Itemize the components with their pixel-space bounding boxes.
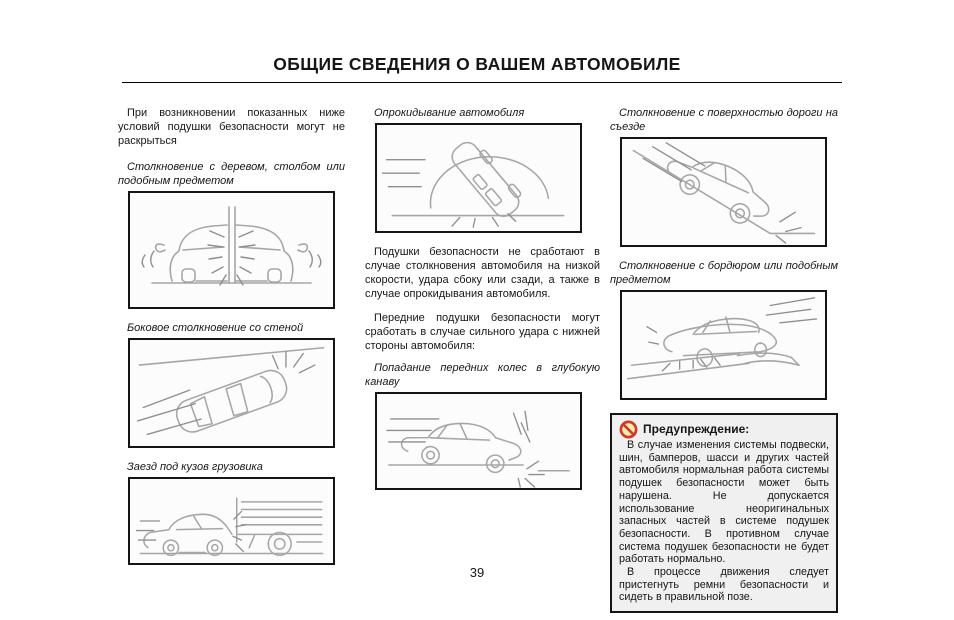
figure-ditch (375, 392, 582, 490)
car-hitting-curb-illustration (622, 292, 825, 398)
car-on-slope-illustration (622, 139, 825, 245)
warning-header (619, 420, 829, 439)
figure-side-wall-collision (128, 338, 335, 448)
figure-curb-collision (620, 290, 827, 400)
car-rollover-illustration (377, 125, 580, 231)
body-paragraph: Передние подушки безопасности могут сработать в случае сильного удара с нижней стороны автомобиля: (365, 312, 600, 352)
figure-caption: Боковое столкновение со стеной (127, 322, 304, 334)
warning-box (610, 413, 838, 613)
figure-truck-underride (128, 477, 335, 565)
figure-descent-collision (620, 137, 827, 247)
right-column (610, 106, 838, 613)
warning-heading: Предупреждение: (643, 422, 750, 436)
car-wheels-in-ditch-illustration (377, 394, 580, 488)
title-divider (122, 82, 842, 83)
left-column (118, 106, 345, 613)
content-columns (118, 106, 954, 613)
page-title: ОБЩИЕ СВЕДЕНИЯ О ВАШЕМ АВТОМОБИЛЕ (273, 54, 681, 74)
car-under-truck-illustration (130, 479, 333, 563)
figure-caption: Столкновение с бордюром или подобным предметом (610, 260, 838, 286)
figure-caption: Попадание передних колес в глубокую канаву (365, 362, 600, 388)
figure-rollover (375, 123, 582, 233)
no-entry-icon (619, 420, 638, 439)
figure-caption: Столкновение с деревом, столбом или подобным предметом (118, 161, 345, 187)
intro-paragraph: При возникновении показанных ниже условий подушки безопасности могут не раскрыться (118, 107, 345, 147)
figure-caption: Заезд под кузов грузовика (127, 461, 263, 473)
middle-column (365, 106, 600, 613)
warning-paragraph: В процессе движения следует пристегнуть ремни безопасности и сидеть в правильной позе. (619, 566, 829, 604)
figure-caption: Опрокидывание автомобиля (374, 107, 525, 119)
page-number: 39 (469, 565, 485, 580)
body-paragraph: Подушки безопасности не сработают в случае столкновения автомобиля на низкой скорости, удара сбоку или сзади, а также в случае опрокидывания автомобиля. (365, 246, 600, 300)
warning-paragraph: В случае изменения системы подвески, шин, бамперов, шасси и других частей автомобиля нормальная работа системы подушек безопасности может быть нарушена. Не допускается использование неоригинальных запасных частей в системе подушек безопасности. В противном случае система подушек безопасности не будет работать нормально. (619, 439, 829, 566)
car-sliding-into-wall-illustration (130, 340, 333, 446)
figure-tree-pole-collision (128, 191, 335, 309)
car-hitting-pole-illustration (130, 193, 333, 307)
figure-caption: Столкновение с поверхностью дороги на съезде (610, 107, 838, 133)
